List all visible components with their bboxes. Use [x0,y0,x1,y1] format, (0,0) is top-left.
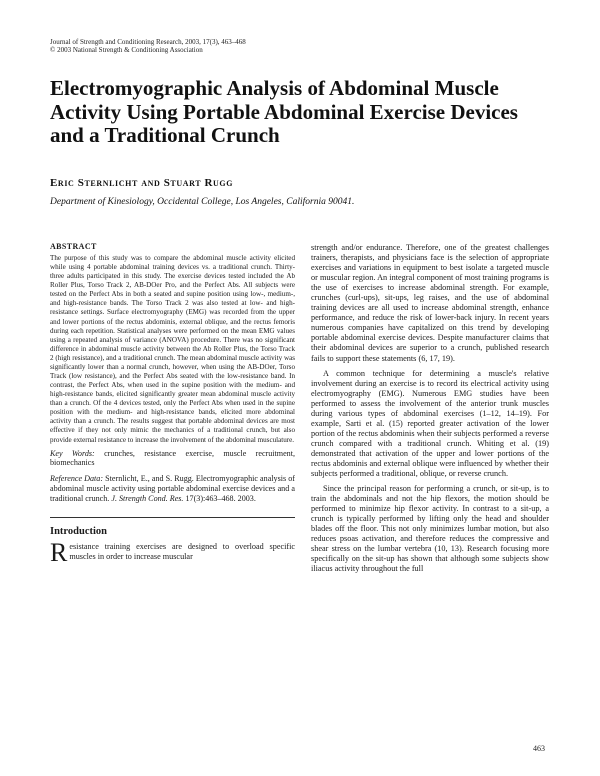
article-authors: Eric Sternlicht and Stuart Rugg [50,177,234,189]
body-paragraph: strength and/or endurance. Therefore, one of the greatest challenges trainers, therapists, and physicians face is the selection of appropriate exercises and variations in equipment to best isolate a targeted muscle or muscular region. An integral component of most training programs is the use of exercises to increase abdominal strength. For example, crunches (curl-ups), sit-ups, leg raises, and the use of abdominal training devices are all used to increase abdominal strength, enhance performance, and reduce the risk of lower-back injury. In recent years numerous companies have capitalized on this trend by developing portable abdominal exercise devices. Despite manufacturer claims that their abdominal devices are superior to a crunch, published research fails to support these statements (6, 17, 19). [311,243,549,363]
reference-tail: 17(3):463–468. 2003. [185,493,256,503]
abstract-heading: ABSTRACT [50,242,97,251]
body-paragraph: Since the principal reason for performing a crunch, or sit-up, is to train the abdominals and not the hip flexors, the motion should be performed to minimize hip flexor activity. In contrast to a sit-up, a crunch is typically performed by lifting only the head and shoulder blades off the floor. This not only minimizes lumbar motion, but also reduces psoas activation, and therefore reduces the compressive and shear stress on the lumbar vertebra (10, 13). Research focusing more specifically on the sit-up has shown that although some subjects show iliacus activity throughout the full [311,484,549,574]
left-column [50,242,295,567]
right-column [311,243,549,575]
reference-text: Sternlicht, E., and S. Rugg. Electromyographic analysis of abdominal muscle activity using portable abdominal exercise devices and a traditional crunch. [50,474,295,503]
journal-copyright: © 2003 National Strength & Conditioning Association [50,46,203,54]
journal-citation: Journal of Strength and Conditioning Research, 2003, 17(3), 463–468 [50,38,246,46]
section-divider [50,517,295,518]
drop-cap: R [50,537,68,567]
article-title: Electromyographic Analysis of Abdominal Muscle Activity Using Portable Abdominal Exercise Devices and a Traditional Crunch [50,76,518,147]
reference-journal: J. Strength Cond. Res. [111,493,184,503]
keywords [50,449,295,469]
reference-label: Reference Data: [50,474,104,484]
introduction-text: esistance training exercises are designed to overload specific muscles in order to increase muscular [69,541,295,561]
body-paragraph: A common technique for determining a muscle's relative involvement during an exercise is to record its electrical activity using electromyography (EMG). Numerous EMG studies have been performed to assess the involvement of the anterior trunk muscles during various types of abdominal exercises (1–12, 14–19). For example, Sarti et al. (15) reported greater activation of the lower portion of the rectus abdominis when their subjects performed a reverse crunch compared with a traditional crunch. Whiting et al. (19) demonstrated that activation of the upper and lower portions of the rectus abdominis and external oblique were influenced by whether their subjects performed a traditional, oblique, or reverse crunch. [311,368,549,479]
keywords-label: Key Words: [50,448,95,458]
introduction-heading: Introduction [50,525,107,537]
keywords-text: crunches, resistance exercise, muscle recruitment, biomechanics [50,448,295,468]
reference-data [50,474,295,503]
abstract-body: The purpose of this study was to compare the abdominal muscle activity elicited while using 4 portable abdominal training devices vs. a traditional crunch. Thirty-three adults participated in this study. The exercise devices tested included the Ab Roller Plus, Torso Track 2, AB-DOer Pro, and the Perfect Abs. All subjects were tested on the Perfect Abs in both a seated and supine position using low-, medium-, and high-resistance bands. The Torso Track 2 was also tested at low- and high-resistance settings. Surface electromyography (EMG) was recorded from the upper and lower portions of the rectus abdominis, external oblique, and the rectus femoris during each repetition. Statistical analyses were performed on the mean EMG values using a repeated analysis of variance (ANOVA) procedure. There was no significant difference in abdominal muscle activity between the Ab Roller Plus, the Torso Track 2 (high resistance), and a traditional crunch. The mean abdominal muscle activity was significantly lower than a normal crunch, however, when using the AB-DOer, Torso Track (low resistance), and the Perfect Abs seated with the low-resistance band. In contrast, the Perfect Abs, when used in the supine position with the medium- and high-resistance bands, elicited significantly greater mean abdominal muscle activity than a crunch. Of the 4 devices tested, only the Perfect Abs when used in the supine position with the medium- and high-resistance bands, elicited more abdominal activity than a crunch. The results suggest that portable abdominal devices are most effective if they not only mimic the mechanics of a traditional crunch, but also provide external resistance to increase the involvement of the abdominal musculature. [50,254,295,444]
introduction-body [50,537,295,567]
author-affiliation: Department of Kinesiology, Occidental College, Los Angeles, California 90041. [50,197,355,207]
page-number: 463 [533,744,545,753]
